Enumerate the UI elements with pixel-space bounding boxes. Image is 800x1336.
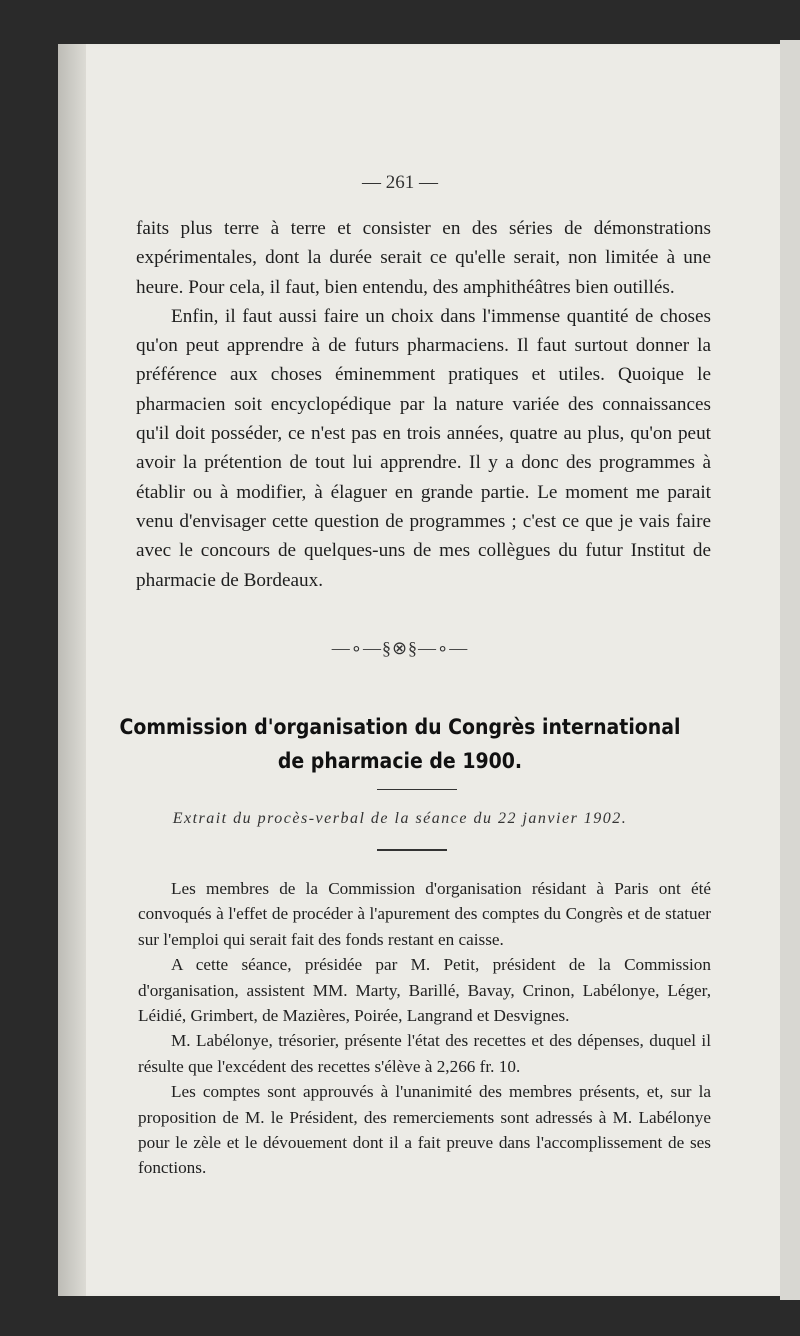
- subtitle-rule: [377, 849, 447, 851]
- extract-subtitle: Extrait du procès-verbal de la séance du 22 janvier 1902.: [172, 810, 628, 827]
- ornament-divider: —∘—§⊗§—∘—: [331, 638, 469, 658]
- minutes-paragraph-1: Les membres de la Commission d'organisation résidant à Paris ont été convoqués à l'effet de procéder à l'apurement des comptes du Congrès et de statuer sur l'emploi qui serait fait des fonds restant en caisse.: [138, 879, 711, 949]
- section-title-line-2: de pharmacie de 1900.: [277, 749, 523, 773]
- page-number: — 261 —: [362, 172, 438, 193]
- minutes-paragraph-3: M. Labélonye, trésorier, présente l'état des recettes et des dépenses, duquel il résulte que l'excédent des recettes s'élève à 2,266 fr. 10.: [138, 1031, 711, 1076]
- title-rule: [377, 789, 457, 790]
- page-spine: [58, 44, 86, 1296]
- minutes-paragraph-2: A cette séance, présidée par M. Petit, président de la Commission d'organisation, assistent MM. Marty, Barillé, Bavay, Crinon, Labélonye, Léger, Léidié, Grimbert, de Mazières, Poirée, Langrand et Desvignes.: [138, 955, 711, 1026]
- minutes-text: [138, 876, 711, 1181]
- paragraph-2: Enfin, il faut aussi faire un choix dans l'immense quantité de choses qu'on peut apprendre à de futurs pharmaciens. Il faut surtout donner la préférence aux choses éminemment pratiques et utiles. Quoique le pharmacien soit encyclopédique par la nature variée des connaissances qu'il doit posséder, ce n'est pas en trois années, quatre au plus, qu'on peut avoir la prétention de tout lui apprendre. Il y a donc des programmes à établir ou à modifier, à élaguer en grande partie. Le moment me parait venu d'envisager cette question de programmes ; c'est ce que je vais faire avec le concours de quelques-uns de mes collègues du futur Institut de pharmacie de Bordeaux.: [136, 305, 711, 591]
- minutes-paragraph-4: Les comptes sont approuvés à l'unanimité des membres présents, et, sur la proposition de M. le Président, des remerciements sont adressés à M. Labélonye pour le zèle et le dévouement dont il a fait preuve dans l'accomplissement de ses fonctions.: [138, 1082, 711, 1178]
- body-text: [136, 214, 711, 595]
- section-title: [0, 710, 800, 778]
- section-title-line-1: Commission d'organisation du Congrès international: [119, 715, 681, 739]
- paragraph-1: faits plus terre à terre et consister en des séries de démonstrations expérimentales, dont la durée serait ce qu'elle serait, non limitée à une heure. Pour cela, il faut, bien entendu, des amphithéâtres bien outillés.: [136, 218, 711, 298]
- page-edge: [780, 40, 800, 1300]
